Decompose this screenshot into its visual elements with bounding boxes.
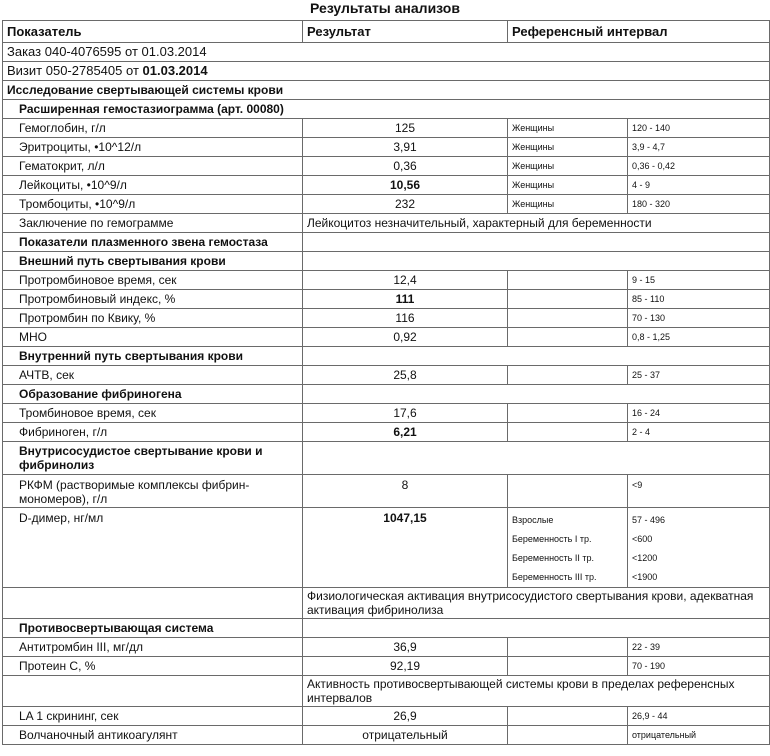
- table-row: Протромбиновое время, сек 12,4 9 - 15: [3, 271, 770, 290]
- table-row: Протромбиновый индекс, % 111 85 - 110: [3, 290, 770, 309]
- table-row: Протеин С, % 92,19 70 - 190: [3, 657, 770, 676]
- table-row: D-димер, нг/мл 1047,15 Взрослые Беременность I тр. Беременность II тр. Беременность III тр. 57 - 496 <600 <1200 <1900: [3, 508, 770, 588]
- table-row: Эритроциты, •10^12/л 3,91 Женщины 3,9 - 4,7: [3, 138, 770, 157]
- section-row: [3, 81, 770, 100]
- header-reference: Референсный интервал: [508, 21, 770, 43]
- header-result: Результат: [303, 21, 508, 43]
- table-row: LA 1 скрининг, сек 26,9 26,9 - 44: [3, 707, 770, 726]
- table-row: Фибриноген, г/л 6,21 2 - 4: [3, 423, 770, 442]
- table-row: Протромбин по Квику, % 116 70 - 130: [3, 309, 770, 328]
- order-row: Заказ 040-4076595 от 01.03.2014: [3, 43, 770, 62]
- section-row: Противосвертывающая система: [3, 619, 770, 638]
- visit-row: Визит 050-2785405 от 01.03.2014: [3, 62, 770, 81]
- table-row: МНО 0,92 0,8 - 1,25: [3, 328, 770, 347]
- section-row: Внутрисосудистое свертывание крови и фибринолиз: [3, 442, 770, 475]
- header-indicator: Показатель: [3, 21, 303, 43]
- table-row: Гематокрит, л/л 0,36 Женщины 0,36 - 0,42: [3, 157, 770, 176]
- intravascular-conclusion: Физиологическая активация внутрисосудистого свертывания крови, адекватная активация фибринолиза: [303, 588, 770, 619]
- table-row: [3, 588, 770, 619]
- table-row: Волчаночный антикоагулянт отрицательный отрицательный: [3, 726, 770, 745]
- section-row: Внешний путь свертывания крови: [3, 252, 770, 271]
- table-row: АЧТВ, сек 25,8 25 - 37: [3, 366, 770, 385]
- study-title: Исследование свертывающей системы крови: [3, 81, 770, 100]
- section-row: Образование фибриногена: [3, 385, 770, 404]
- order-number: 040-4076595: [44, 44, 122, 59]
- table-row: Антитромбин III, мг/дл 36,9 22 - 39: [3, 638, 770, 657]
- table-row: Гемоглобин, г/л 125 Женщины 120 - 140: [3, 119, 770, 138]
- visit-date: 01.03.2014: [142, 63, 208, 78]
- hemo-conclusion: Лейкоцитоз незначительный, характерный для беременности: [303, 214, 770, 233]
- section-row: Показатели плазменного звена гемостаза: [3, 233, 770, 252]
- table-row: Лейкоциты, •10^9/л 10,56 Женщины 4 - 9: [3, 176, 770, 195]
- table-row: Тромбоциты, •10^9/л 232 Женщины 180 - 320: [3, 195, 770, 214]
- section-row: [3, 100, 770, 119]
- anticoag-conclusion: Активность противосвертывающей системы крови в пределах референсных интервалов: [303, 676, 770, 707]
- page-title: Результаты анализов: [310, 0, 460, 16]
- table-row: РКФМ (растворимые комплексы фибрин-мономеров), г/л 8 <9: [3, 475, 770, 508]
- table-header: [3, 21, 770, 43]
- hemo-title: Расширенная гемостазиограмма (арт. 00080): [3, 100, 770, 119]
- section-row: Внутренний путь свертывания крови: [3, 347, 770, 366]
- table-row: Тромбиновое время, сек 17,6 16 - 24: [3, 404, 770, 423]
- table-row: [3, 676, 770, 707]
- visit-number: 050-2785405: [45, 63, 123, 78]
- order-date: 01.03.2014: [141, 44, 207, 59]
- results-table: [2, 20, 770, 745]
- table-row: Заключение по гемограмме Лейкоцитоз незначительный, характерный для беременности: [3, 214, 770, 233]
